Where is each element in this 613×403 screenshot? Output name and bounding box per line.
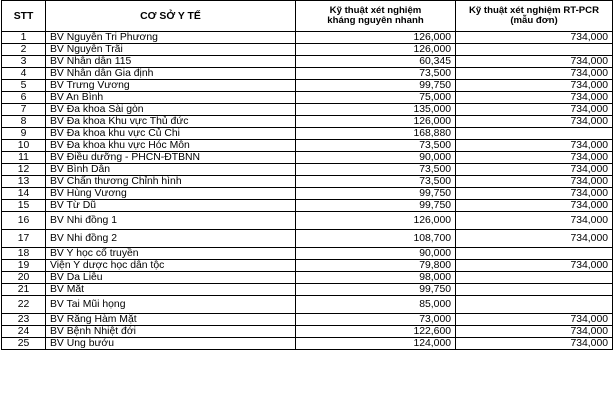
stt-cell: 23 bbox=[2, 314, 46, 326]
stt-cell: 25 bbox=[2, 338, 46, 350]
table-row bbox=[2, 164, 613, 176]
table-row bbox=[2, 32, 613, 44]
facility-cell: BV Da Liễu bbox=[46, 272, 296, 284]
stt-cell: 19 bbox=[2, 260, 46, 272]
rapid-price-cell: 99,750 bbox=[296, 80, 456, 92]
rapid-price-cell: 79,800 bbox=[296, 260, 456, 272]
stt-cell: 16 bbox=[2, 212, 46, 230]
pcr-price-cell bbox=[456, 44, 613, 56]
rapid-price-cell: 73,500 bbox=[296, 176, 456, 188]
facility-cell: BV Đa khoa Khu vực Thủ đức bbox=[46, 116, 296, 128]
facility-cell: BV Từ Dũ bbox=[46, 200, 296, 212]
stt-cell: 3 bbox=[2, 56, 46, 68]
facility-cell: BV Mắt bbox=[46, 284, 296, 296]
table-row bbox=[2, 200, 613, 212]
stt-cell: 17 bbox=[2, 230, 46, 248]
stt-cell: 13 bbox=[2, 176, 46, 188]
table-row bbox=[2, 44, 613, 56]
table-row bbox=[2, 80, 613, 92]
pcr-price-cell: 734,000 bbox=[456, 116, 613, 128]
facility-cell: BV Nhi đồng 2 bbox=[46, 230, 296, 248]
pcr-price-cell: 734,000 bbox=[456, 80, 613, 92]
pcr-price-cell bbox=[456, 272, 613, 284]
facility-cell: BV Đa khoa Sài gòn bbox=[46, 104, 296, 116]
table-row bbox=[2, 104, 613, 116]
stt-cell: 8 bbox=[2, 116, 46, 128]
rapid-price-cell: 99,750 bbox=[296, 188, 456, 200]
pcr-price-cell: 734,000 bbox=[456, 176, 613, 188]
header-row bbox=[2, 1, 613, 32]
rapid-price-cell: 126,000 bbox=[296, 32, 456, 44]
pcr-price-cell: 734,000 bbox=[456, 314, 613, 326]
rapid-price-cell: 60,345 bbox=[296, 56, 456, 68]
test-price-table bbox=[1, 0, 613, 350]
facility-cell: BV Nguyễn Trãi bbox=[46, 44, 296, 56]
table-row bbox=[2, 188, 613, 200]
table-row bbox=[2, 248, 613, 260]
facility-cell: BV Y học cổ truyền bbox=[46, 248, 296, 260]
table-row bbox=[2, 326, 613, 338]
rapid-price-cell: 99,750 bbox=[296, 200, 456, 212]
facility-cell: BV Bình Dân bbox=[46, 164, 296, 176]
table-row bbox=[2, 284, 613, 296]
pcr-price-cell: 734,000 bbox=[456, 32, 613, 44]
header-rapid-line2: kháng nguyên nhanh bbox=[327, 15, 424, 26]
pcr-price-cell bbox=[456, 128, 613, 140]
facility-cell: BV An Bình bbox=[46, 92, 296, 104]
pcr-price-cell bbox=[456, 248, 613, 260]
pcr-price-cell: 734,000 bbox=[456, 326, 613, 338]
facility-cell: BV Hùng Vương bbox=[46, 188, 296, 200]
rapid-price-cell: 73,000 bbox=[296, 314, 456, 326]
header-stt: STT bbox=[2, 1, 46, 32]
header-facility: CƠ SỞ Y TẾ bbox=[46, 1, 296, 32]
pcr-price-cell: 734,000 bbox=[456, 68, 613, 80]
rapid-price-cell: 85,000 bbox=[296, 296, 456, 314]
rapid-price-cell: 75,000 bbox=[296, 92, 456, 104]
stt-cell: 5 bbox=[2, 80, 46, 92]
table-row bbox=[2, 116, 613, 128]
pcr-price-cell: 734,000 bbox=[456, 200, 613, 212]
stt-cell: 22 bbox=[2, 296, 46, 314]
facility-cell: BV Tai Mũi họng bbox=[46, 296, 296, 314]
table-row bbox=[2, 212, 613, 230]
rapid-price-cell: 124,000 bbox=[296, 338, 456, 350]
header-pcr-test bbox=[456, 1, 613, 32]
rapid-price-cell: 126,000 bbox=[296, 44, 456, 56]
pcr-price-cell: 734,000 bbox=[456, 230, 613, 248]
pcr-price-cell: 734,000 bbox=[456, 188, 613, 200]
header-pcr-line1: Kỹ thuật xét nghiệm RT-PCR bbox=[468, 5, 600, 16]
price-table-sheet bbox=[1, 0, 612, 350]
table-row bbox=[2, 176, 613, 188]
pcr-price-cell: 734,000 bbox=[456, 260, 613, 272]
facility-cell: BV Nguyễn Tri Phương bbox=[46, 32, 296, 44]
stt-cell: 1 bbox=[2, 32, 46, 44]
stt-cell: 7 bbox=[2, 104, 46, 116]
table-row bbox=[2, 56, 613, 68]
pcr-price-cell: 734,000 bbox=[456, 338, 613, 350]
rapid-price-cell: 90,000 bbox=[296, 248, 456, 260]
facility-cell: BV Nhân dân 115 bbox=[46, 56, 296, 68]
stt-cell: 11 bbox=[2, 152, 46, 164]
facility-cell: BV Đa khoa khu vực Hóc Môn bbox=[46, 140, 296, 152]
rapid-price-cell: 90,000 bbox=[296, 152, 456, 164]
stt-cell: 18 bbox=[2, 248, 46, 260]
facility-cell: BV Điều dưỡng - PHCN-ĐTBNN bbox=[46, 152, 296, 164]
table-row bbox=[2, 338, 613, 350]
facility-cell: BV Nhân dân Gia định bbox=[46, 68, 296, 80]
table-row bbox=[2, 92, 613, 104]
rapid-price-cell: 98,000 bbox=[296, 272, 456, 284]
stt-cell: 2 bbox=[2, 44, 46, 56]
table-row bbox=[2, 260, 613, 272]
facility-cell: Viện Y dược học dân tộc bbox=[46, 260, 296, 272]
stt-cell: 14 bbox=[2, 188, 46, 200]
facility-cell: BV Đa khoa khu vực Củ Chi bbox=[46, 128, 296, 140]
facility-cell: BV Bệnh Nhiệt đới bbox=[46, 326, 296, 338]
rapid-price-cell: 73,500 bbox=[296, 140, 456, 152]
table-row bbox=[2, 296, 613, 314]
facility-cell: BV Trưng Vương bbox=[46, 80, 296, 92]
stt-cell: 15 bbox=[2, 200, 46, 212]
header-rapid-line1: Kỹ thuật xét nghiệm bbox=[329, 5, 422, 16]
table-row bbox=[2, 230, 613, 248]
stt-cell: 24 bbox=[2, 326, 46, 338]
stt-cell: 12 bbox=[2, 164, 46, 176]
pcr-price-cell: 734,000 bbox=[456, 212, 613, 230]
table-row bbox=[2, 272, 613, 284]
rapid-price-cell: 122,600 bbox=[296, 326, 456, 338]
table-row bbox=[2, 314, 613, 326]
stt-cell: 4 bbox=[2, 68, 46, 80]
pcr-price-cell bbox=[456, 296, 613, 314]
stt-cell: 10 bbox=[2, 140, 46, 152]
stt-cell: 21 bbox=[2, 284, 46, 296]
pcr-price-cell: 734,000 bbox=[456, 92, 613, 104]
rapid-price-cell: 126,000 bbox=[296, 116, 456, 128]
rapid-price-cell: 135,000 bbox=[296, 104, 456, 116]
facility-cell: BV Chấn thương Chỉnh hình bbox=[46, 176, 296, 188]
rapid-price-cell: 73,500 bbox=[296, 68, 456, 80]
facility-cell: BV Răng Hàm Mặt bbox=[46, 314, 296, 326]
pcr-price-cell: 734,000 bbox=[456, 140, 613, 152]
pcr-price-cell: 734,000 bbox=[456, 152, 613, 164]
rapid-price-cell: 73,500 bbox=[296, 164, 456, 176]
facility-cell: BV Ung bướu bbox=[46, 338, 296, 350]
stt-cell: 9 bbox=[2, 128, 46, 140]
facility-cell: BV Nhi đồng 1 bbox=[46, 212, 296, 230]
table-row bbox=[2, 128, 613, 140]
pcr-price-cell: 734,000 bbox=[456, 164, 613, 176]
rapid-price-cell: 126,000 bbox=[296, 212, 456, 230]
table-row bbox=[2, 68, 613, 80]
rapid-price-cell: 99,750 bbox=[296, 284, 456, 296]
table-row bbox=[2, 152, 613, 164]
rapid-price-cell: 168,880 bbox=[296, 128, 456, 140]
rapid-price-cell: 108,700 bbox=[296, 230, 456, 248]
table-row bbox=[2, 140, 613, 152]
stt-cell: 20 bbox=[2, 272, 46, 284]
header-pcr-line2: (mẫu đơn) bbox=[510, 15, 558, 26]
header-rapid-test bbox=[296, 1, 456, 32]
pcr-price-cell: 734,000 bbox=[456, 56, 613, 68]
pcr-price-cell: 734,000 bbox=[456, 104, 613, 116]
stt-cell: 6 bbox=[2, 92, 46, 104]
pcr-price-cell bbox=[456, 284, 613, 296]
